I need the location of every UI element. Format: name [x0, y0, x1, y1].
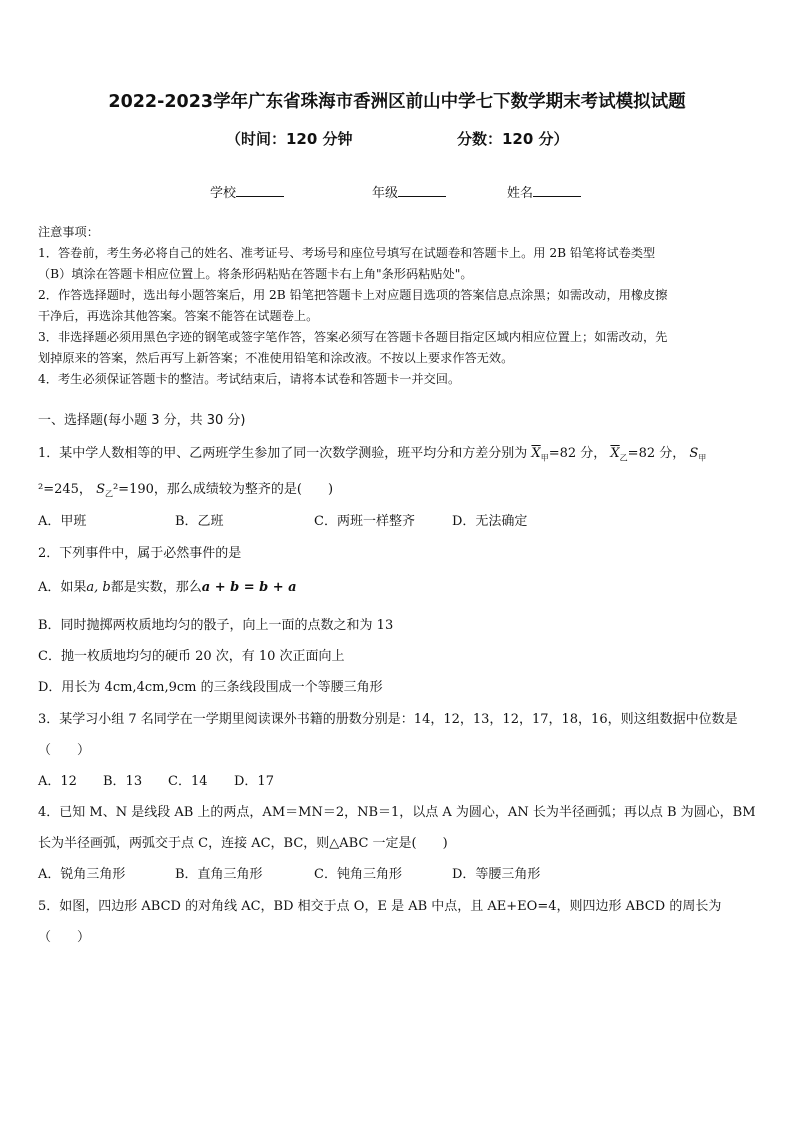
question-2-option-d[interactable]: D．用长为 4cm,4cm,9cm 的三条线段围成一个等腰三角形: [38, 680, 383, 695]
q1-eq: =82 分，: [548, 446, 607, 461]
option-c[interactable]: C．两班一样整齐: [314, 514, 415, 529]
question-1-stem: [38, 442, 758, 464]
q1-variance-symbol: S: [96, 482, 105, 497]
name-label: 姓名: [507, 186, 534, 201]
option-a[interactable]: A．锐角三角形: [38, 867, 126, 882]
notice-line: 4．考生必须保证答题卡的整洁。考试结束后，请将本试卷和答题卡一并交回。: [38, 372, 461, 386]
q2-a-text: 都是实数，那么: [110, 580, 202, 595]
notice-line: 2．作答选择题时，选出每小题答案后，用 2B 铅笔把答题卡上对应题目选项的答案信息点涂黑；如需改动，用橡皮擦: [38, 288, 668, 302]
question-2-option-c[interactable]: C．抛一枚质地均匀的硬币 20 次，有 10 次正面向上: [38, 649, 345, 664]
question-3-stem: 3．某学习小组 7 名同学在一学期里阅读课外书籍的册数分别是：14，12，13，12，17，18，16，则这组数据中位数是: [38, 712, 738, 727]
notice-line: 1．答卷前，考生务必将自己的姓名、准考证号、考场号和座位号填写在试题卷和答题卡上。用 2B 铅笔将试卷类型: [38, 246, 656, 260]
option-c[interactable]: C．钝角三角形: [314, 867, 402, 882]
notice-line: （B）填涂在答题卡相应位置上。将条形码粘贴在答题卡右上角"条形码粘贴处"。: [38, 267, 473, 281]
q2-a-formula: a + b = b + a: [201, 580, 297, 595]
notice-block: [38, 222, 758, 390]
question-4-line2: 长为半径画弧，两弧交于点 C，连接 AC，BC，则△ABC 一定是( ): [38, 836, 448, 851]
q1-sub: 乙: [619, 453, 628, 463]
school-label: 学校: [210, 186, 237, 201]
option-a[interactable]: A．甲班: [38, 514, 87, 529]
q2-a-vars: a, b: [86, 580, 111, 595]
grade-field[interactable]: [372, 182, 446, 201]
option-d[interactable]: D．等腰三角形: [452, 867, 541, 882]
name-blank[interactable]: [533, 184, 581, 197]
question-2-stem: 2．下列事件中，属于必然事件的是: [38, 546, 242, 561]
q1-variance-symbol: S: [689, 446, 699, 461]
q1-text: 1．某中学人数相等的甲、乙两班学生参加了同一次数学测验，班平均分和方差分别为: [38, 446, 528, 461]
option-b[interactable]: B．乙班: [175, 514, 224, 529]
q1-eq: =82 分，: [627, 446, 686, 461]
question-2-option-a[interactable]: [38, 576, 758, 595]
question-5-line1: 5．如图，四边形 ABCD 的对角线 AC，BD 相交于点 O，E 是 AB 中点，且 AE+EO=4，则四边形 ABCD 的周长为: [38, 899, 722, 914]
notice-line: 3．非选择题必须用黑色字迹的钢笔或签字笔作答，答案必须写在答题卡各题目指定区域内相应位置上；如需改动，先: [38, 330, 668, 344]
question-4-line1: 4．已知 M、N 是线段 AB 上的两点，AM＝MN＝2，NB＝1，以点 A 为圆心，AN 长为半径画弧；再以点 B 为圆心，BM: [38, 805, 756, 820]
option-d[interactable]: D．无法确定: [452, 514, 528, 529]
question-2-option-b[interactable]: B．同时抛掷两枚质地均匀的骰子，向上一面的点数之和为 13: [38, 618, 394, 633]
exam-score: 分数：120 分）: [457, 130, 569, 148]
q1-mean-symbol: $\overline{X}$: [531, 446, 541, 461]
school-field[interactable]: [210, 182, 284, 201]
notice-heading: 注意事项：: [38, 225, 99, 239]
exam-title: 2022-2023学年广东省珠海市香洲区前山中学七下数学期末考试模拟试题: [108, 92, 686, 112]
grade-label: 年级: [372, 186, 399, 201]
option-b[interactable]: B．直角三角形: [175, 867, 263, 882]
q1-mean-symbol: $\overline{X}$: [610, 446, 620, 461]
grade-blank[interactable]: [398, 184, 446, 197]
option-d[interactable]: D．17: [234, 774, 274, 789]
q1-text: ²=190，那么成绩较为整齐的是( ): [112, 482, 334, 497]
q2-a-text: A．如果: [38, 580, 87, 595]
question-1-line2: [38, 478, 758, 500]
q1-sub: 甲: [540, 453, 549, 463]
q1-text: ²=245，: [38, 482, 92, 497]
question-3-paren: （ ）: [38, 743, 91, 758]
name-field[interactable]: [507, 182, 581, 201]
option-a[interactable]: A．12: [38, 774, 77, 789]
school-blank[interactable]: [236, 184, 284, 197]
exam-time: （时间：120 分钟: [226, 130, 353, 148]
q1-sub: 乙: [104, 489, 113, 499]
question-5-paren: （ ）: [38, 930, 91, 945]
notice-line: 干净后，再选涂其他答案。答案不能答在试题卷上。: [38, 309, 319, 323]
q1-sub: 甲: [698, 453, 707, 463]
option-b[interactable]: B．13: [103, 774, 143, 789]
notice-line: 划掉原来的答案，然后再写上新答案；不准使用铅笔和涂改液。不按以上要求作答无效。: [38, 351, 514, 365]
section-title: 一、选择题(每小题 3 分，共 30 分): [38, 413, 246, 428]
option-c[interactable]: C．14: [168, 774, 208, 789]
